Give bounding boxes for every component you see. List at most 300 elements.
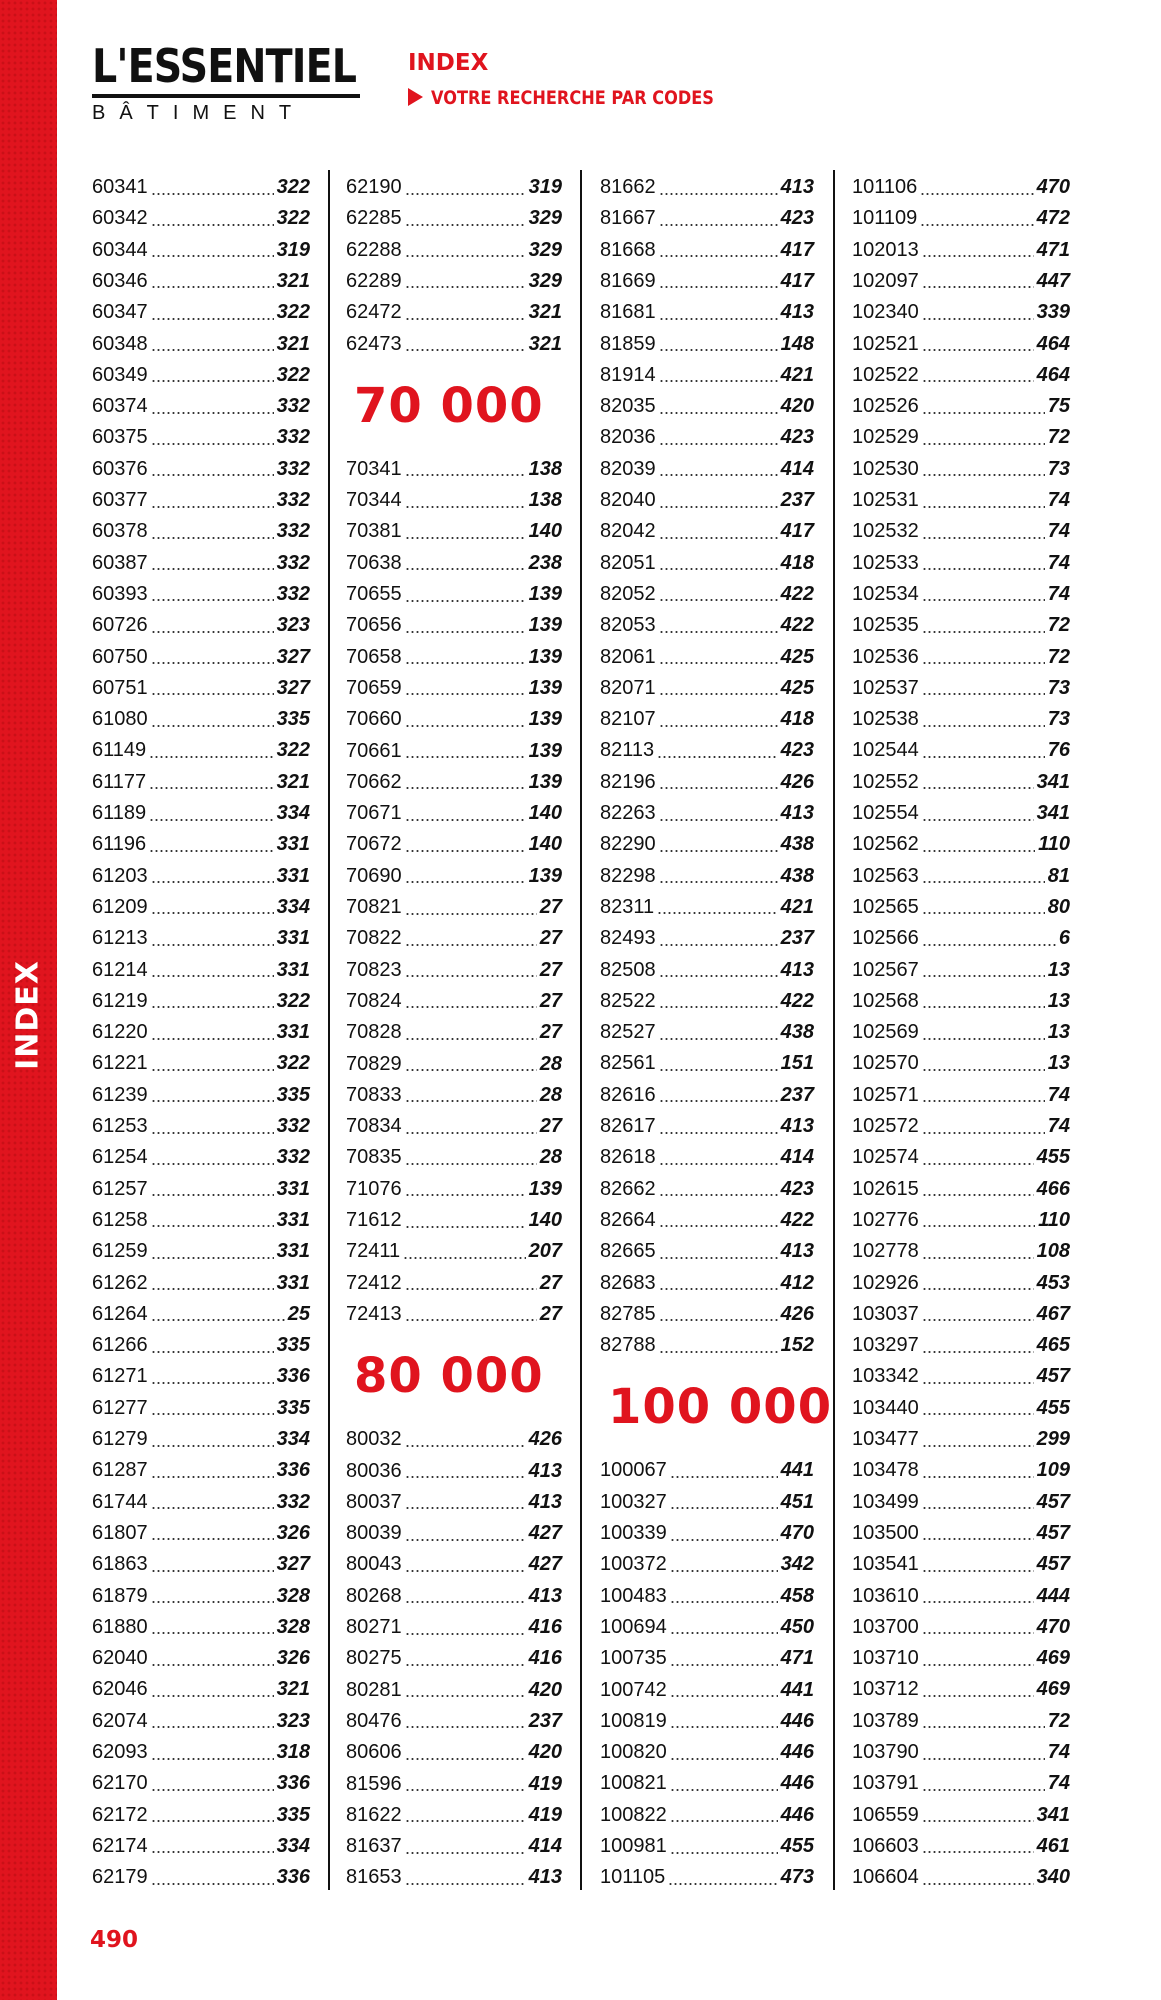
dot-leader: [151, 662, 274, 664]
index-column-1: [92, 172, 310, 1890]
index-entry: [600, 235, 814, 266]
product-code: 81669: [600, 269, 656, 292]
index-entry: [92, 1268, 310, 1299]
page-reference: 471: [1036, 238, 1070, 261]
page-reference: 422: [780, 614, 814, 637]
page-reference: 444: [1036, 1584, 1070, 1607]
dot-leader: [922, 1632, 1034, 1634]
product-code: 101106: [852, 176, 918, 198]
dot-leader: [659, 568, 778, 570]
product-code: 103499: [852, 1490, 919, 1513]
page-reference: 342: [780, 1553, 814, 1576]
page-reference: 138: [528, 489, 562, 512]
product-code: 62074: [92, 1709, 148, 1732]
product-code: 100067: [600, 1459, 667, 1482]
product-code: 70833: [346, 1083, 402, 1106]
dot-leader: [922, 975, 1045, 977]
index-entry: [600, 735, 814, 766]
page-reference: 331: [276, 833, 310, 856]
page-reference: 335: [276, 1334, 310, 1357]
page-reference: 336: [276, 1866, 310, 1889]
product-code: 102529: [852, 426, 919, 449]
page-reference: 438: [780, 833, 814, 856]
index-entry: [346, 798, 562, 829]
index-entry: [600, 1017, 814, 1048]
index-entry: [852, 1330, 1070, 1361]
product-code: 102531: [852, 489, 919, 511]
product-code: 81668: [600, 238, 656, 261]
page-reference: 323: [276, 1709, 310, 1732]
index-entry: [600, 1643, 814, 1674]
dot-leader: [151, 380, 274, 382]
dot-leader: [659, 193, 778, 195]
dot-leader: [670, 1570, 778, 1572]
page-reference: 332: [276, 520, 310, 543]
index-entry: [92, 548, 310, 579]
index-entry: [92, 1487, 310, 1518]
product-code: 103712: [852, 1678, 919, 1701]
index-entry: [852, 1048, 1070, 1079]
dot-leader: [922, 1163, 1034, 1165]
index-entry: [92, 735, 310, 766]
index-entry: [346, 1268, 562, 1299]
index-entry: [600, 673, 814, 704]
index-entry: [600, 422, 814, 453]
dot-leader: [151, 1820, 274, 1822]
product-code: 80281: [346, 1678, 402, 1701]
index-entry: [346, 1049, 562, 1080]
page-reference: 322: [276, 1052, 310, 1075]
page-reference: 322: [276, 739, 310, 762]
dot-leader: [922, 380, 1034, 382]
index-entry: [852, 1299, 1070, 1330]
index-entry: [346, 1831, 562, 1862]
page-reference: 110: [1038, 1208, 1070, 1231]
dot-leader: [922, 1570, 1034, 1572]
page-reference: 322: [276, 301, 310, 324]
index-entry: [600, 172, 814, 203]
dot-leader: [922, 1758, 1045, 1760]
page-reference: 27: [539, 896, 562, 918]
dot-leader: [922, 1664, 1034, 1666]
dot-leader: [151, 725, 274, 727]
dot-leader: [151, 1445, 274, 1447]
page-reference: 455: [1036, 1146, 1070, 1169]
dot-leader: [405, 662, 526, 664]
product-code: 61239: [92, 1083, 148, 1106]
product-code: 61253: [92, 1115, 148, 1137]
index-entry: [600, 1268, 814, 1299]
index-entry: [600, 203, 814, 234]
page-reference: 414: [528, 1835, 562, 1858]
index-entry: [600, 1518, 814, 1549]
page-reference: 414: [780, 1146, 814, 1169]
page-reference: 425: [780, 645, 814, 668]
index-entry: [346, 516, 562, 547]
dot-leader: [405, 631, 526, 633]
product-code: 81596: [346, 1772, 402, 1795]
product-code: 61189: [92, 802, 147, 824]
product-code: 61879: [92, 1584, 148, 1607]
product-code: 106603: [852, 1834, 919, 1857]
product-code: 61277: [92, 1396, 148, 1419]
page-reference: 13: [1047, 989, 1070, 1012]
dot-leader: [922, 474, 1045, 476]
index-entry: [92, 892, 310, 923]
index-entry: [346, 1737, 562, 1768]
product-code: 82683: [600, 1271, 656, 1294]
index-entry: [92, 391, 310, 422]
dot-leader: [922, 1194, 1034, 1196]
index-entry: [852, 548, 1070, 579]
section-heading: 100 000: [608, 1379, 833, 1436]
dot-leader: [405, 1163, 537, 1165]
page-reference: 457: [1036, 1521, 1070, 1544]
product-code: 70638: [346, 551, 402, 574]
dot-leader: [922, 286, 1034, 288]
page-reference: 416: [528, 1647, 562, 1670]
page-reference: 332: [276, 1115, 310, 1137]
page-title: INDEX: [408, 50, 489, 76]
dot-leader: [659, 944, 778, 946]
dot-leader: [922, 1789, 1045, 1791]
index-entry: [600, 1487, 814, 1518]
page-reference: 151: [780, 1052, 814, 1075]
page-reference: 413: [528, 1584, 562, 1607]
page-reference: 414: [780, 457, 814, 480]
product-code: 81637: [346, 1835, 402, 1858]
index-entry: [92, 485, 310, 516]
index-column-4: [852, 172, 1070, 1890]
dot-leader: [405, 286, 526, 288]
dot-leader: [922, 1351, 1034, 1353]
product-code: 61264: [92, 1302, 148, 1325]
page-reference: 299: [1036, 1428, 1070, 1450]
dot-leader: [670, 1507, 778, 1509]
product-code: 102926: [852, 1271, 919, 1294]
dot-leader: [922, 725, 1045, 727]
product-code: 100822: [600, 1803, 667, 1826]
index-entry: [852, 1268, 1070, 1299]
index-entry: [346, 329, 562, 360]
index-entry: [600, 1142, 814, 1173]
dot-leader: [405, 1883, 526, 1885]
product-code: 62472: [346, 301, 402, 324]
page-subtitle: [408, 87, 764, 109]
dot-leader: [405, 787, 526, 789]
section-heading: 80 000: [354, 1348, 544, 1405]
dot-leader: [670, 1476, 778, 1478]
page-reference: 323: [276, 614, 310, 637]
index-entry: [346, 454, 562, 485]
sidebar-strip: [0, 0, 57, 2000]
index-entry: [852, 516, 1070, 547]
page-reference: 319: [276, 238, 310, 261]
dot-leader: [659, 1194, 778, 1196]
index-entry: [852, 360, 1070, 391]
page-reference: 339: [1036, 301, 1070, 324]
product-code: 82035: [600, 395, 656, 418]
dot-leader: [659, 725, 778, 727]
index-entry: [852, 955, 1070, 986]
page-reference: 341: [1036, 802, 1070, 824]
product-code: 61807: [92, 1521, 148, 1544]
product-code: 62170: [92, 1772, 148, 1795]
dot-leader: [922, 1038, 1045, 1040]
page-reference: 72: [1047, 426, 1070, 449]
product-code: 80036: [346, 1459, 402, 1482]
index-entry: [346, 1174, 562, 1205]
index-entry: [852, 1737, 1070, 1768]
page-reference: 427: [528, 1553, 562, 1576]
index-entry: [852, 986, 1070, 1017]
dot-leader: [405, 474, 526, 476]
dot-leader: [151, 1100, 274, 1102]
index-entry: [346, 736, 562, 767]
product-code: 102569: [852, 1021, 919, 1044]
page-reference: 139: [528, 1177, 562, 1200]
dot-leader: [405, 506, 526, 508]
product-code: 70660: [346, 708, 402, 731]
index-entry: [346, 673, 562, 704]
product-code: 82508: [600, 958, 656, 981]
dot-leader: [657, 912, 777, 914]
page-reference: 455: [780, 1835, 814, 1857]
page-reference: 331: [276, 1240, 310, 1263]
index-entry: [852, 1831, 1070, 1862]
product-code: 61213: [92, 927, 148, 950]
page-reference: 331: [276, 958, 310, 981]
page-subtitle-text: VOTRE RECHERCHE PAR CODES: [431, 87, 714, 109]
page-reference: 413: [528, 1459, 562, 1482]
product-code: 102571: [852, 1083, 919, 1106]
product-code: 70655: [346, 583, 402, 605]
index-entry: [600, 1111, 814, 1142]
product-code: 62179: [92, 1866, 148, 1889]
dot-leader: [405, 881, 526, 883]
page-reference: 329: [528, 238, 562, 261]
product-code: 72411: [346, 1240, 401, 1263]
index-entry: [852, 329, 1070, 360]
product-code: 82311: [600, 895, 655, 918]
product-code: 61257: [92, 1177, 148, 1200]
index-entry: [600, 454, 814, 485]
product-code: 102568: [852, 989, 919, 1012]
page-reference: 417: [780, 269, 814, 292]
dot-leader: [659, 474, 778, 476]
index-entry: [346, 1111, 562, 1142]
dot-leader: [659, 224, 778, 226]
index-entry: [92, 798, 310, 829]
logo-divider: [92, 94, 360, 98]
index-entry: [92, 1299, 310, 1330]
dot-leader: [405, 568, 526, 570]
product-code: 62174: [92, 1834, 148, 1857]
index-entry: [600, 1862, 814, 1893]
page-reference: 328: [276, 1584, 310, 1607]
product-code: 61259: [92, 1240, 148, 1263]
dot-leader: [151, 255, 274, 257]
index-entry: [92, 1831, 310, 1862]
index-entry: [600, 391, 814, 422]
product-code: 61271: [92, 1365, 148, 1388]
product-code: 82042: [600, 520, 656, 543]
product-code: 102530: [852, 457, 919, 480]
page-reference: 453: [1036, 1271, 1070, 1294]
dot-leader: [657, 756, 777, 758]
index-entry: [852, 923, 1070, 954]
index-entry: [600, 704, 814, 735]
index-entry: [346, 1080, 562, 1111]
index-entry: [92, 1768, 310, 1799]
page-reference: 76: [1047, 739, 1070, 762]
dot-leader: [922, 1820, 1034, 1822]
page-reference: 237: [780, 1083, 814, 1106]
logo-subtitle: BÂTIMENT: [92, 102, 306, 124]
product-code: 102521: [852, 332, 919, 355]
dot-leader: [922, 1413, 1034, 1415]
product-code: 70671: [346, 802, 402, 825]
product-code: 60376: [92, 457, 148, 480]
dot-leader: [151, 1758, 274, 1760]
product-code: 80476: [346, 1709, 402, 1732]
page-reference: 321: [276, 269, 310, 292]
index-entry: [600, 1205, 814, 1236]
index-entry: [852, 1518, 1070, 1549]
page-reference: 419: [528, 1772, 562, 1795]
dot-leader: [659, 1257, 778, 1259]
dot-leader: [149, 787, 273, 789]
dot-leader: [922, 412, 1045, 414]
page-reference: 72: [1047, 614, 1070, 637]
page-reference: 327: [276, 676, 310, 699]
product-code: 102554: [852, 802, 919, 824]
index-entry: [852, 767, 1070, 798]
index-entry: [92, 360, 310, 391]
dot-leader: [405, 1038, 537, 1040]
page-reference: 27: [539, 1271, 562, 1294]
page-reference: 27: [539, 989, 562, 1012]
index-entry: [92, 235, 310, 266]
page-reference: 139: [528, 739, 562, 762]
page-reference: 139: [528, 676, 562, 699]
index-entry: [92, 297, 310, 328]
dot-leader: [659, 662, 778, 664]
index-entry: [346, 1456, 562, 1487]
page-reference: 332: [276, 395, 310, 418]
product-code: 81662: [600, 176, 656, 198]
product-code: 100372: [600, 1553, 667, 1576]
product-code: 82665: [600, 1240, 656, 1263]
index-entry: [92, 610, 310, 641]
product-code: 82618: [600, 1146, 656, 1169]
page-reference: 329: [528, 269, 562, 292]
page-reference: 108: [1036, 1240, 1070, 1263]
dot-leader: [151, 599, 274, 601]
dot-leader: [670, 1601, 778, 1603]
dot-leader: [405, 1601, 526, 1603]
dot-leader: [149, 819, 273, 821]
dot-leader: [149, 756, 273, 758]
index-entry: [852, 1455, 1070, 1486]
index-entry: [346, 829, 562, 860]
product-code: 80032: [346, 1428, 402, 1451]
index-entry: [92, 1111, 310, 1142]
index-entry: [92, 1800, 310, 1831]
index-entry: [852, 579, 1070, 610]
product-code: 82522: [600, 989, 656, 1012]
product-code: 62040: [92, 1647, 148, 1670]
dot-leader: [922, 819, 1034, 821]
dot-leader: [659, 286, 778, 288]
index-entry: [346, 1205, 562, 1236]
page-reference: 332: [276, 457, 310, 480]
page-reference: 423: [780, 426, 814, 449]
page-reference: 321: [276, 770, 310, 793]
index-entry: [346, 986, 562, 1017]
dot-leader: [151, 1351, 274, 1353]
index-entry: [346, 235, 562, 266]
page-reference: 473: [780, 1866, 814, 1889]
product-code: 82263: [600, 802, 656, 824]
logo-title: L'ESSENTIEL: [92, 39, 357, 93]
dot-leader: [151, 881, 274, 883]
index-entry: [92, 1862, 310, 1893]
page-reference: 74: [1047, 489, 1070, 511]
page-reference: 207: [528, 1240, 562, 1263]
page-reference: 422: [780, 582, 814, 605]
index-entry: [852, 829, 1070, 860]
dot-leader: [405, 1726, 526, 1728]
dot-leader: [405, 850, 526, 852]
index-entry: [92, 1205, 310, 1236]
index-entry: [852, 235, 1070, 266]
product-code: 61221: [92, 1052, 148, 1075]
dot-leader: [151, 1851, 274, 1853]
page-reference: 335: [276, 708, 310, 731]
dot-leader: [659, 537, 778, 539]
dot-leader: [922, 881, 1045, 883]
page-reference: 28: [539, 1052, 562, 1075]
product-code: 102533: [852, 551, 919, 574]
dot-leader: [405, 1570, 526, 1572]
product-code: 103789: [852, 1709, 919, 1732]
index-entry: [92, 1643, 310, 1674]
index-entry: [600, 923, 814, 954]
page-reference: 467: [1036, 1302, 1070, 1325]
product-code: 61080: [92, 708, 148, 731]
index-entry: [92, 454, 310, 485]
dot-leader: [659, 1319, 778, 1321]
product-code: 81859: [600, 332, 656, 355]
index-entry: [600, 1330, 814, 1361]
page-reference: 322: [276, 363, 310, 386]
dot-leader: [922, 1225, 1035, 1227]
page-reference: 472: [1036, 207, 1070, 230]
product-code: 60374: [92, 395, 148, 418]
product-code: 102574: [852, 1146, 919, 1169]
index-entry: [852, 1706, 1070, 1737]
page-reference: 139: [528, 645, 562, 668]
index-entry: [852, 454, 1070, 485]
index-entry: [346, 1518, 562, 1549]
product-code: 72413: [346, 1302, 402, 1325]
product-code: 82036: [600, 426, 656, 449]
product-code: 103610: [852, 1584, 919, 1607]
product-code: 102615: [852, 1177, 919, 1200]
page-reference: 423: [780, 1177, 814, 1200]
page-reference: 413: [780, 958, 814, 981]
